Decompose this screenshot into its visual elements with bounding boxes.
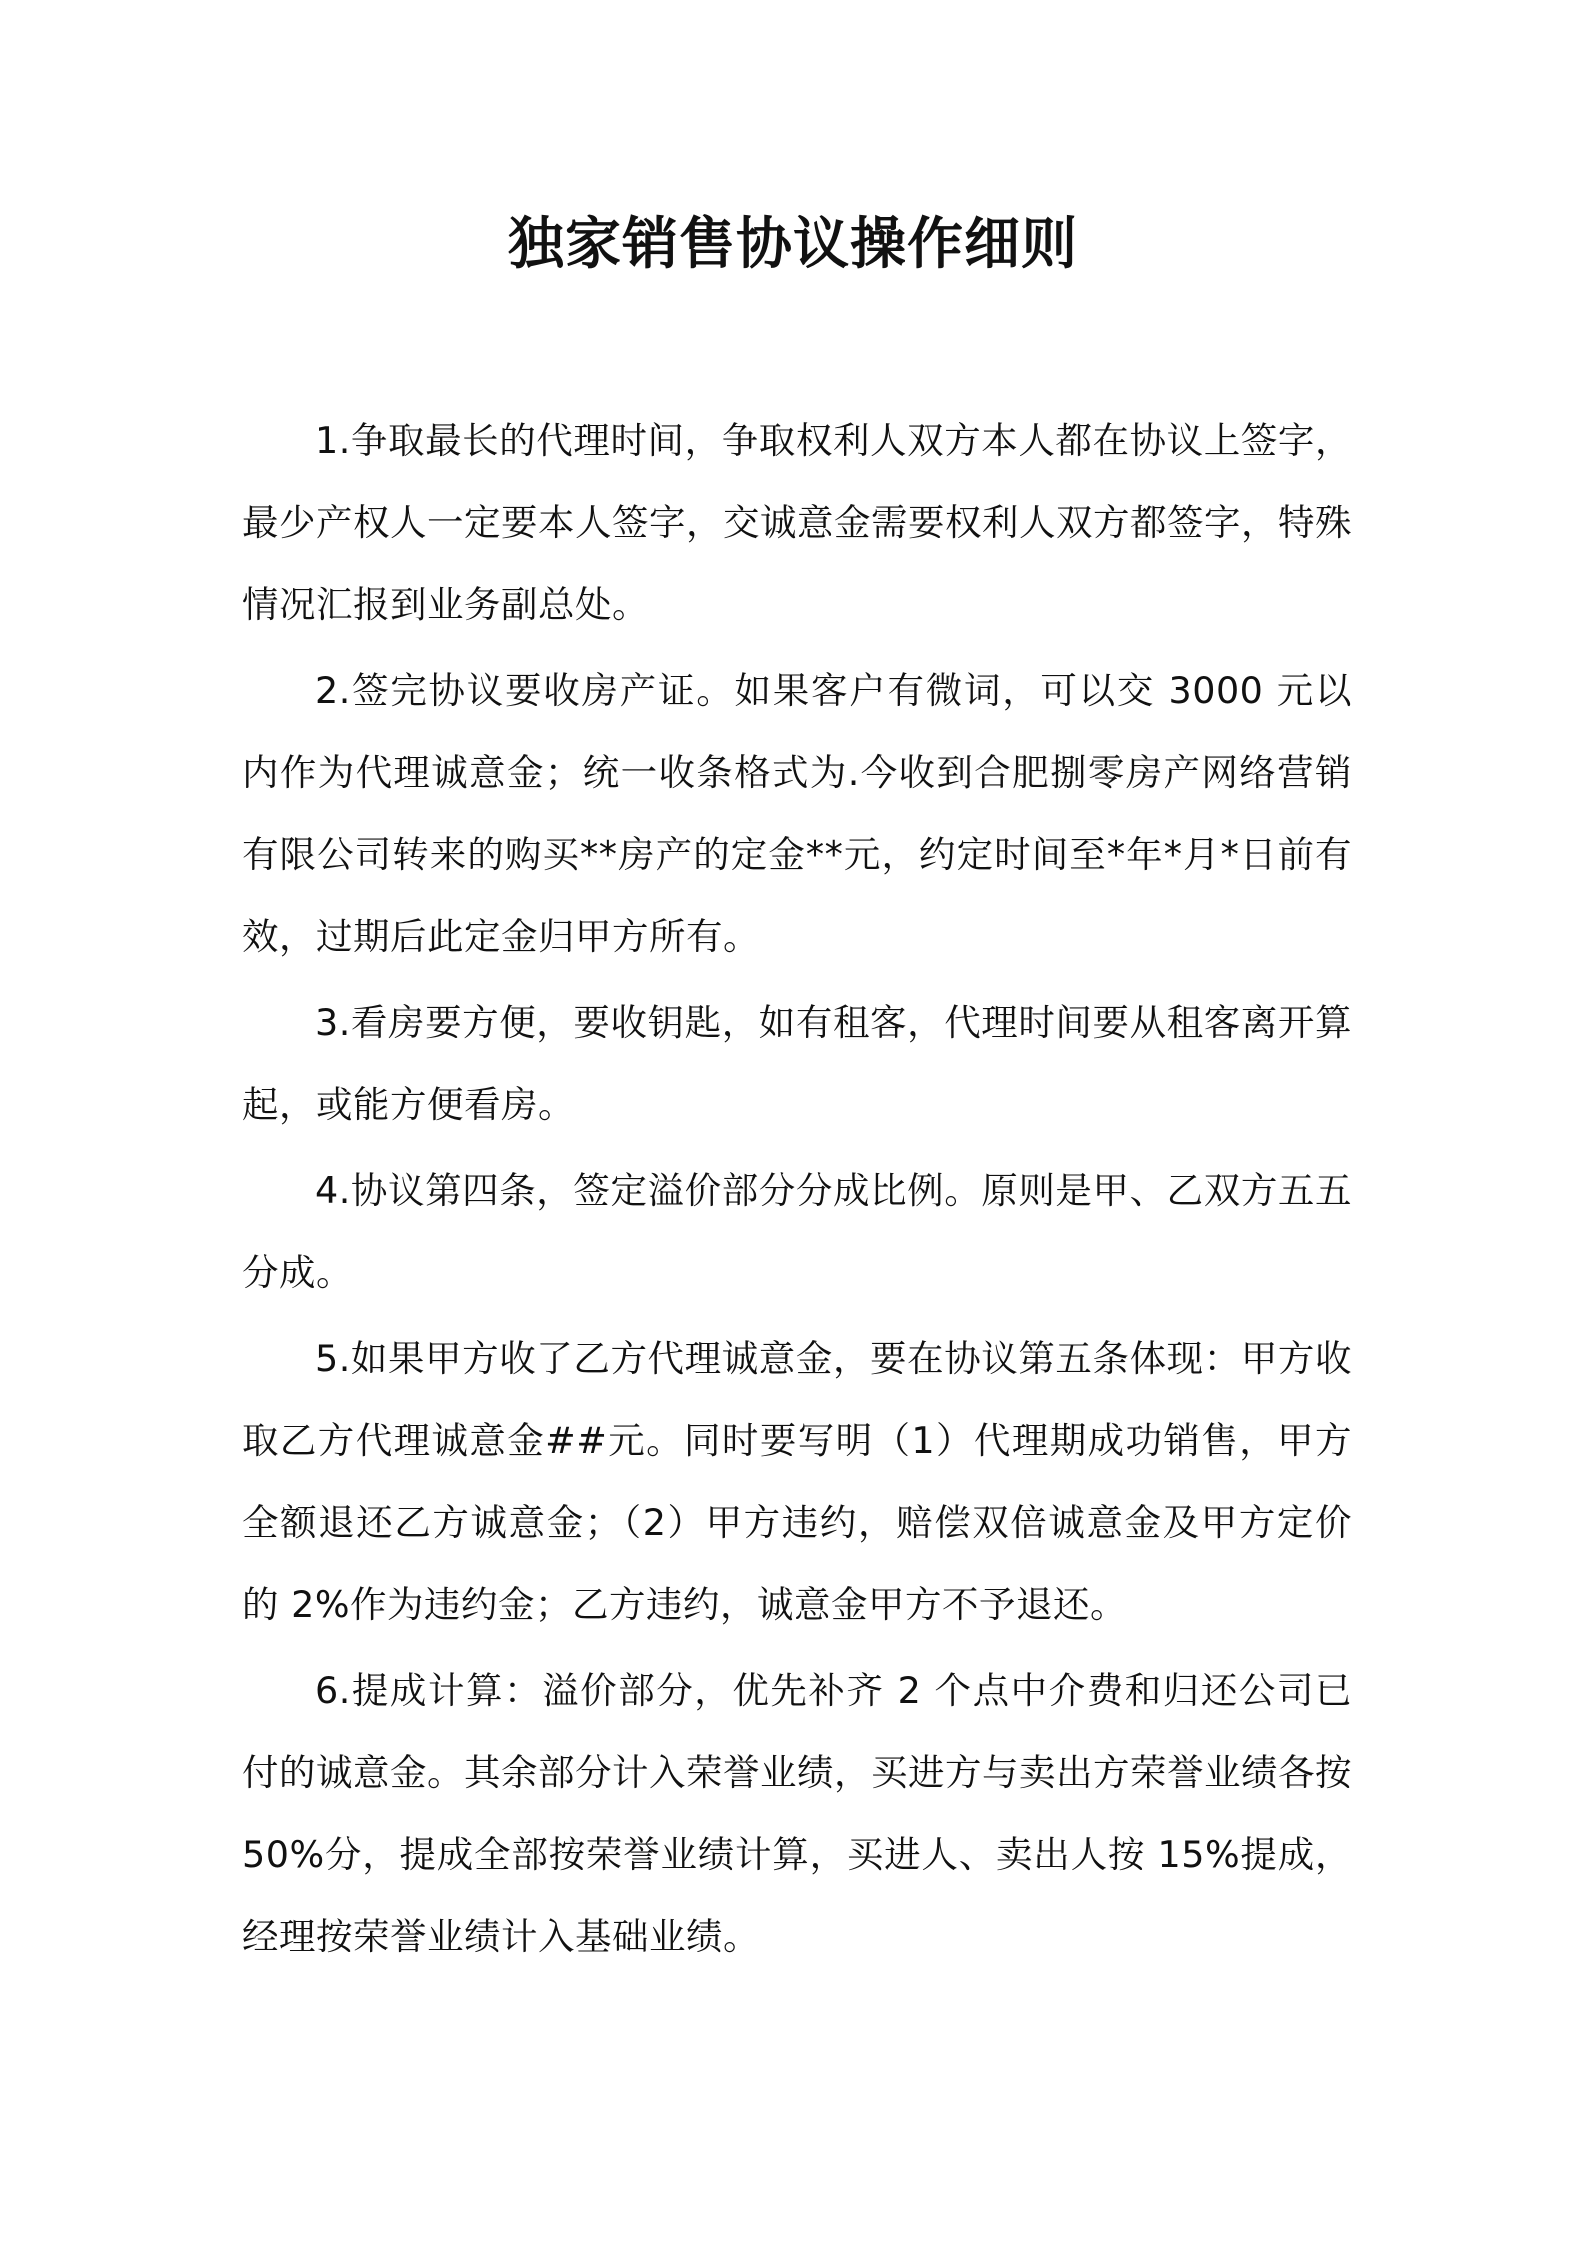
paragraph-2 [242,650,1352,978]
paragraph-text: 签完协议要收房产证。如果客户有微词，可以交 3000 元以内作为代理诚意金；统一收条格式为.今收到合肥捌零房产网络营销有限公司转来的购买**房产的定金**元，约定时间至*年*月*日前有效，过期后此定金归甲方所有。 [242,669,1352,958]
paragraph-text: 争取最长的代理时间，争取权利人双方本人都在协议上签字，最少产权人一定要本人签字，交诚意金需要权利人双方都签字，特殊情况汇报到业务副总处。 [242,419,1352,626]
paragraph-number: 4. [315,1169,351,1212]
paragraph-6 [242,1650,1352,1978]
paragraph-text: 如果甲方收了乙方代理诚意金，要在协议第五条体现：甲方收取乙方代理诚意金##元。同时要写明（1）代理期成功销售，甲方全额退还乙方诚意金；（2）甲方违约，赔偿双倍诚意金及甲方定价的 2%作为违约金；乙方违约，诚意金甲方不予退还。 [242,1337,1352,1626]
paragraph-number: 1. [315,419,351,462]
paragraph-number: 6. [315,1669,351,1712]
paragraph-number: 2. [315,669,351,712]
paragraph-1 [242,400,1352,646]
paragraph-number: 3. [315,1001,351,1044]
paragraph-5 [242,1318,1352,1646]
paragraph-number: 5. [315,1337,351,1380]
paragraph-text: 看房要方便，要收钥匙，如有租客，代理时间要从租客离开算起，或能方便看房。 [242,1001,1352,1126]
paragraph-text: 提成计算：溢价部分，优先补齐 2 个点中介费和归还公司已付的诚意金。其余部分计入荣誉业绩，买进方与卖出方荣誉业绩各按 50%分，提成全部按荣誉业绩计算，买进人、卖出人按 15%提成，经理按荣誉业绩计入基础业绩。 [242,1669,1352,1958]
paragraph-4 [242,1150,1352,1314]
paragraph-text: 协议第四条，签定溢价部分分成比例。原则是甲、乙双方五五分成。 [242,1169,1352,1294]
paragraph-3 [242,982,1352,1146]
document-title: 独家销售协议操作细则 [508,212,1078,277]
document-body [242,400,1352,1982]
